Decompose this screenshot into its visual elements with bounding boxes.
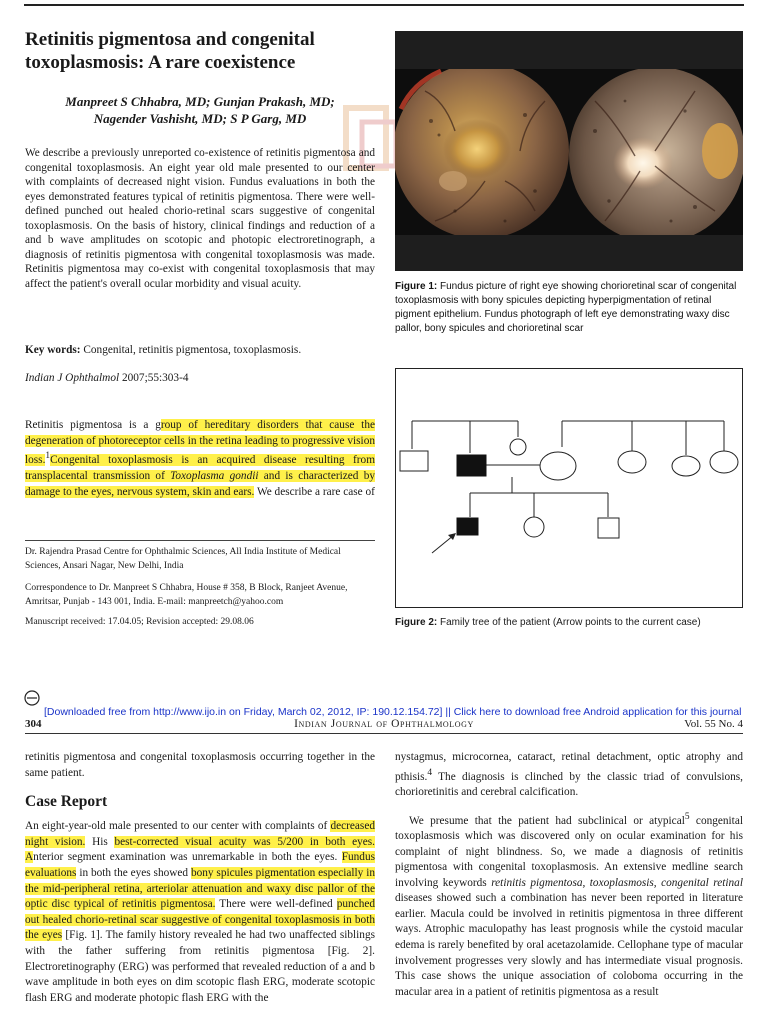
discussion-text: The diagnosis is clinched by the classic triad of convulsions, chorioretinitis and cerebral calcification. [395, 770, 743, 798]
pedigree-female-mother [540, 452, 576, 480]
reference-sup: 5 [684, 811, 690, 822]
article-title: Retinitis pigmentosa and congenital toxoplasmosis: A rare coexistence [25, 29, 315, 73]
highlight: best-corrected visual acuity was 5/200 in both eyes. A [25, 835, 375, 864]
highlight: roup of hereditary disorders that cause the degeneration of photoreceptor cells in the retina leading to progressive vision loss. [25, 419, 375, 467]
correspondence: Correspondence to Dr. Manpreet S Chhabra, House # 358, B Block, Ranjeet Avenue, Amritsar, Punjab - 143 001, India. E-mail: manpreetch@yahoo.com [25, 583, 348, 607]
figure-2-caption-text: Family tree of the patient (Arrow points to the current case) [437, 617, 701, 628]
figure-2-pedigree [395, 368, 743, 608]
keywords-italic: retinitis pigmentosa, toxoplasmosis, congenital retinal [491, 876, 743, 889]
highlight: Congenital toxoplasmosis is an acquired disease resulting from transplacental transmission of [25, 454, 375, 482]
page2-left-column [25, 750, 375, 1006]
figure-2-label: Figure 2: [395, 617, 438, 628]
highlight: decreased night vision. [25, 820, 375, 848]
pedigree-proband-affected [457, 518, 478, 535]
case-report-heading: Case Report [25, 793, 108, 811]
continued-text: retinitis pigmentosa and congenital toxoplasmosis occurring together in the same patient. [25, 751, 375, 779]
highlight: punched out healed chorio-retinal scar suggestive of congenital toxoplasmosis in both the eyes [25, 898, 376, 942]
highlight: Fundus evaluations [25, 851, 375, 879]
citation [25, 372, 375, 384]
footnote-rule [25, 540, 375, 541]
page2-right-column [395, 750, 743, 1000]
header-rule [25, 733, 743, 734]
citation-journal: Indian J Ophthalmol [25, 372, 120, 384]
highlight: bony spicules pigmentation especially in the mid-peripheral retina, arteriolar attenuation and waxy disc pallor of the optic disc typical of retinitis pigmentosa. [25, 866, 375, 911]
discussion-text: diseases showed such a combination has never been reported in literature earlier. Macula could be involved in retinitis pigmentosa in three different ways. Atrophic maculopathy has least prognosis while the cystoid macular edema is rarely benefited by oral acetazolamide. Cellophane type of macular involvement progresses very slowly and has intermediate visual prognosis. This case shows the unique association of coloboma occurring in the macular area in a patient of retinitis pigmentosa as a result [395, 892, 743, 998]
download-banner-link[interactable]: [Downloaded free from http://www.ijo.in on Friday, March 02, 2012, IP: 190.12.154.72] || Click here to download free Android application for this journal [44, 706, 742, 718]
case-text: nterior segment examination was unremarkable in both the eyes. [33, 851, 342, 864]
discussion-paragraph-2 [395, 810, 743, 1001]
discussion-text: nystagmus, microcornea, cataract, retinal detachment, optic atrophy and pthisis. [395, 751, 743, 783]
abstract: We describe a previously unreported co-existence of retinitis pigmentosa and congenital toxoplasmosis. An eight year old male presented to our center with complaints of decreased night vision. Fundus evaluations in both the eyes demonstrated features typical of retinitis pigmentosa. There were well-defined punched out healed chorio-retinal scars suggestive of congenital toxoplasmosis. On the basis of history, clinical findings and reduction of a and b wave amplitudes on scotopic and photopic electroretinograph, a diagnosis of retinitis pigmentosa with congenital toxoplasmosis was made. Retinitis pigmentosa may co-exist with congenital toxoplasmosis that may affect the patient's overall ocular morbidity and visual acuity. [25, 147, 375, 290]
figure-1-caption [395, 280, 743, 336]
figure-1-label: Figure 1: [395, 281, 438, 292]
affiliation: Dr. Rajendra Prasad Centre for Ophthalmic Sciences, All India Institute of Medical Sciences, Ansari Nagar, New Delhi, India [25, 547, 341, 571]
intro-text: Retinitis pigmentosa is a g [25, 419, 161, 431]
page-footer-header [25, 718, 743, 732]
keywords-text: Congenital, retinitis pigmentosa, toxoplasmosis. [83, 344, 302, 356]
minus-circle-icon[interactable] [24, 690, 40, 706]
case-text: There were well-defined [215, 898, 337, 911]
highlight: and is characterized by damage to the eyes, nervous system, skin and ears. [25, 469, 376, 498]
pedigree-male-unaffected [400, 451, 428, 471]
reference-sup: 1 [45, 451, 51, 462]
pedigree-male-affected-father [457, 455, 486, 476]
discussion-paragraph-1 [395, 750, 743, 801]
top-rule [24, 4, 744, 6]
case-text: An eight-year-old male presented to our center with complaints of [25, 820, 331, 833]
authors-line-2: Nagender Vashisht, MD; S P Garg, MD [93, 111, 307, 126]
volume-issue: Vol. 55 No. 4 [684, 718, 743, 730]
discussion-text: We presume that the patient had subclinical or atypical [409, 814, 685, 827]
highlight-species: Toxoplasma gondii [170, 469, 259, 482]
pedigree-female [710, 451, 738, 473]
reference-sup: 4 [427, 767, 433, 778]
pedigree-female [618, 451, 646, 473]
figure-1-caption-text: Fundus picture of right eye showing chorioretinal scar of congenital toxoplasmosis with bony spicules depicting hyperpigmentation of retinal pigment epithelium. Fundus photograph of left eye demonstrating waxy disc pallor, bony spicules and chorioretinal scar [395, 281, 737, 334]
intro-text: We describe a rare case of [254, 485, 375, 498]
authors-line-1: Manpreet S Chhabra, MD; Gunjan Prakash, MD; [65, 94, 335, 109]
pedigree-sibling-female [524, 517, 544, 537]
citation-volume: 2007;55:303-4 [121, 372, 189, 384]
pedigree-female [672, 456, 700, 476]
case-text: [Fig. 1]. The family history revealed he had two unaffected siblings with the father suffering from retinitis pigmentosa [Fig. 2]. Electroretinography (ERG) was performed that revealed reduction of a and b wave amplitude in both eyes on dim scotopic flash ERG, moderate scotopic flash ERG and moderate photopic flash ERG with the [25, 929, 375, 1004]
manuscript-dates: Manuscript received: 17.04.05; Revision accepted: 29.08.06 [25, 617, 254, 627]
case-report-paragraph [25, 819, 375, 1006]
journal-name: Indian Journal of Ophthalmology [294, 718, 474, 730]
case-text: His [85, 835, 115, 848]
pedigree-female [510, 439, 526, 455]
case-text: in both the eyes showed [76, 866, 191, 879]
keywords-label: Key words: [25, 344, 81, 356]
introduction-paragraph [25, 418, 375, 500]
keywords [25, 343, 375, 358]
figure-2-caption [395, 616, 755, 630]
page-number: 304 [25, 718, 42, 730]
pedigree-sibling-male [598, 518, 619, 538]
discussion-text: congenital toxoplasmosis which was discovered only on ocular examination for his complaint of night blindness. So, we made a diagnosis of retinitis pigmentosa with congenital toxoplasmosis. An extensive medline search involving keywords [395, 814, 743, 889]
figure-1-fundus-photos [395, 31, 743, 271]
authors [25, 93, 375, 127]
